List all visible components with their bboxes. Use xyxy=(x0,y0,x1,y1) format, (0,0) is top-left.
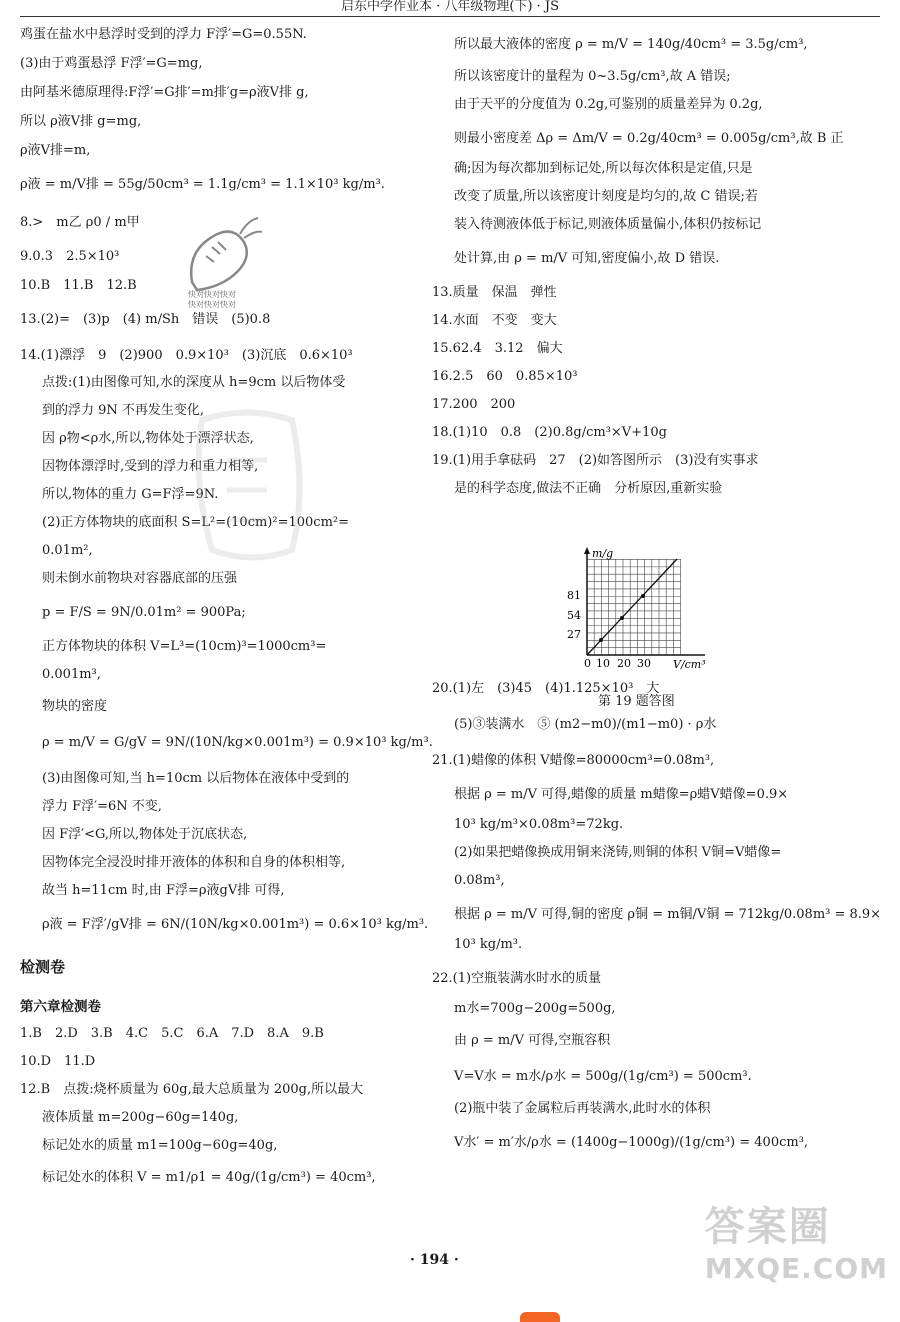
y-axis-arrow-icon xyxy=(584,547,590,554)
text-line: (2)正方体物块的底面积 S=L²=(10cm)²=100cm²= xyxy=(42,515,350,530)
chapter-title: 第六章检测卷 xyxy=(20,999,101,1015)
answer-15: 15.62.4 3.12 偏大 xyxy=(432,341,563,356)
answers-row: 10.D 11.D xyxy=(20,1054,96,1069)
x-axis-label: V/cm³ xyxy=(673,658,706,670)
text-line: 标记处水的质量 m1=100g−60g=40g, xyxy=(42,1138,278,1153)
orange-tab xyxy=(520,1312,560,1322)
text-line: 因物体漂浮时,受到的浮力和重力相等, xyxy=(42,459,259,474)
y-axis-label: m/g xyxy=(592,547,614,560)
formula-line: 标记处水的体积 V = m1/ρ1 = 40g/(1g/cm³) = 40cm³, xyxy=(42,1170,376,1185)
text-line: 因物体完全浸没时排开液体的体积和自身的体积相等, xyxy=(42,855,346,870)
formula-line: V水′ = m′水/ρ水 = (1400g−1000g)/(1g/cm³) = 400cm³, xyxy=(454,1135,809,1150)
text-line: (2)瓶中装了金属粒后再装满水,此时水的体积 xyxy=(454,1101,711,1116)
answer-21: 21.(1)蜡像的体积 V蜡像=80000cm³=0.08m³, xyxy=(432,753,715,768)
text-line: ρ液V排=m, xyxy=(20,143,91,158)
formula-line: 根据 ρ = m/V 可得,铜的密度 ρ铜 = m铜/V铜 = 712kg/0.08m³ = 8.9× xyxy=(454,907,882,922)
text-line: 到的浮力 9N 不再发生变化, xyxy=(42,403,205,418)
text-line: 正方体物块的体积 V=L³=(10cm)³=1000cm³= xyxy=(42,639,327,654)
formula-line: ρ = m/V = G/gV = 9N/(10N/kg×0.001m³) = 0.9×10³ kg/m³. xyxy=(42,735,433,750)
text-line: 所以,物体的重力 G=F浮=9N. xyxy=(42,487,219,502)
y-tick-label: 27 xyxy=(567,628,581,641)
text-line: 所以 ρ液V排 g=mg, xyxy=(20,114,142,129)
text-line: 物块的密度 xyxy=(42,699,108,714)
text-line: 所以该密度计的量程为 0~3.5g/cm³,故 A 错误; xyxy=(454,69,731,84)
answer-13: 13.(2)= (3)p (4) m/Sh 错误 (5)0.8 xyxy=(20,312,271,327)
answer-16: 16.2.5 60 0.85×10³ xyxy=(432,369,578,384)
text-line: 故当 h=11cm 时,由 F浮=ρ液gV排 可得, xyxy=(42,883,285,898)
stamp-text-line: 快对快对快对 xyxy=(188,300,236,309)
text-line: 浮力 F浮′=6N 不变, xyxy=(42,799,162,814)
text-line: 因 ρ物<ρ水,所以,物体处于漂浮状态, xyxy=(42,431,254,446)
text-line: 是的科学态度,做法不正确 分析原因,重新实验 xyxy=(454,481,723,496)
answer-10-12: 10.B 11.B 12.B xyxy=(20,278,137,293)
formula-line: ρ液 = F浮′/gV排 = 6N/(10N/kg×0.001m³) = 0.6×10³ kg/m³. xyxy=(42,917,429,932)
formula-line: p = F/S = 9N/0.01m² = 900Pa; xyxy=(42,605,246,620)
y-tick-label: 81 xyxy=(567,589,581,602)
answer-19: 19.(1)用手拿砝码 27 (2)如答图所示 (3)没有实事求 xyxy=(432,453,759,468)
text-line: m水=700g−200g=500g, xyxy=(454,1001,616,1016)
text-line: 则未倒水前物块对容器底部的压强 xyxy=(42,571,238,586)
answer-14: 14.水面 不变 变大 xyxy=(432,313,557,328)
text-line: 0.01m², xyxy=(42,543,93,558)
answer-18: 18.(1)10 0.8 (2)0.8g/cm³×V+10g xyxy=(432,425,667,440)
answer-12: 12.B 点拨:烧杯质量为 60g,最大总质量为 200g,所以最大 xyxy=(20,1082,364,1097)
formula-line: 处计算,由 ρ = m/V 可知,密度偏小,故 D 错误. xyxy=(454,251,720,266)
stamp-text-line: 快对快对快对 xyxy=(188,290,236,299)
answer-14: 14.(1)漂浮 9 (2)900 0.9×10³ (3)沉底 0.6×10³ xyxy=(20,348,353,363)
text-line: (2)如果把蜡像换成用铜来浇铸,则铜的体积 V铜=V蜡像= xyxy=(454,845,782,860)
text-line: 0.001m³, xyxy=(42,667,101,682)
formula-line: ρ液 = m/V排 = 55g/50cm³ = 1.1g/cm³ = 1.1×10³ kg/m³. xyxy=(20,177,385,192)
text-line: 因 F浮′<G,所以,物体处于沉底状态, xyxy=(42,827,248,842)
x-tick-label: 20 xyxy=(617,657,631,670)
answer-20: 20.(1)左 (3)45 (4)1.125×10³ 大 xyxy=(432,681,660,696)
formula-line: 则最小密度差 Δρ = Δm/V = 0.2g/40cm³ = 0.005g/cm³,故 B 正 xyxy=(454,131,844,146)
text-line: (3)由图像可知,当 h=10cm 以后物体在液体中受到的 xyxy=(42,771,350,786)
mass-volume-graph xyxy=(565,545,715,670)
answers-row: 1.B 2.D 3.B 4.C 5.C 6.A 7.D 8.A 9.B xyxy=(20,1026,324,1041)
hint-line: 点拨:(1)由图像可知,水的深度从 h=9cm 以后物体受 xyxy=(42,375,346,390)
text-line: (3)由于鸡蛋悬浮 F浮′=G=mg, xyxy=(20,56,203,71)
text-line: 10³ kg/m³. xyxy=(454,937,523,952)
text-line: 10³ kg/m³×0.08m³=72kg. xyxy=(454,817,624,832)
data-point xyxy=(620,616,624,620)
faint-watermark-icon xyxy=(182,400,312,570)
answer-22: 22.(1)空瓶装满水时水的质量 xyxy=(432,971,602,986)
text-line: 0.08m³, xyxy=(454,873,505,888)
y-tick-label: 54 xyxy=(567,609,581,622)
answer-9: 9.0.3 2.5×10³ xyxy=(20,249,120,264)
page-header: 启东中学作业本 · 八年级物理(下) · JS xyxy=(20,0,880,17)
answer-17: 17.200 200 xyxy=(432,397,516,412)
section-title: 检测卷 xyxy=(20,958,66,976)
text-line: 鸡蛋在盐水中悬浮时受到的浮力 F浮′=G=0.55N. xyxy=(20,27,307,42)
text-line: 改变了质量,所以该密度计刻度是均匀的,故 C 错误;若 xyxy=(454,189,758,204)
data-point xyxy=(599,638,603,642)
text-line: 液体质量 m=200g−60g=140g, xyxy=(42,1110,239,1125)
watermark-text: 答案圈 xyxy=(704,1204,831,1250)
formula-line: (5)③装满水 ⑤ (m2−m0)/(m1−m0) · ρ水 xyxy=(454,717,717,732)
stamp-caption xyxy=(188,290,236,310)
x-tick-label: 0 xyxy=(584,657,591,670)
text-line: 由阿基米德原理得:F浮′=G排′=m排′g=ρ液V排 g, xyxy=(20,85,309,100)
text-line: 由于天平的分度值为 0.2g,可鉴别的质量差异为 0.2g, xyxy=(454,97,763,112)
text-line: 装入待测液体低于标记,则液体质量偏小,体积仍按标记 xyxy=(454,217,762,232)
formula-line: 所以最大液体的密度 ρ = m/V = 140g/40cm³ = 3.5g/cm³, xyxy=(454,37,808,52)
watermark-url: MXQE.COM xyxy=(704,1252,888,1285)
data-point xyxy=(641,594,645,598)
figure-caption: 第 19 题答图 xyxy=(598,694,675,709)
answer-13: 13.质量 保温 弹性 xyxy=(432,285,557,300)
text-line: 确;因为每次都加到标记处,所以每次体积是定值,只是 xyxy=(454,161,753,176)
formula-line: 由 ρ = m/V 可得,空瓶容积 xyxy=(454,1033,611,1048)
page-number: · 194 · xyxy=(410,1252,459,1268)
left-column xyxy=(20,26,433,1187)
x-tick-label: 30 xyxy=(637,657,651,670)
answer-8: 8.> m乙 ρ0 / m甲 xyxy=(20,215,140,230)
formula-line: 根据 ρ = m/V 可得,蜡像的质量 m蜡像=ρ蜡V蜡像=0.9× xyxy=(454,787,789,802)
formula-line: V=V水 = m水/ρ水 = 500g/(1g/cm³) = 500cm³. xyxy=(454,1069,752,1084)
x-tick-label: 10 xyxy=(596,657,610,670)
footer-watermark xyxy=(705,1195,888,1285)
